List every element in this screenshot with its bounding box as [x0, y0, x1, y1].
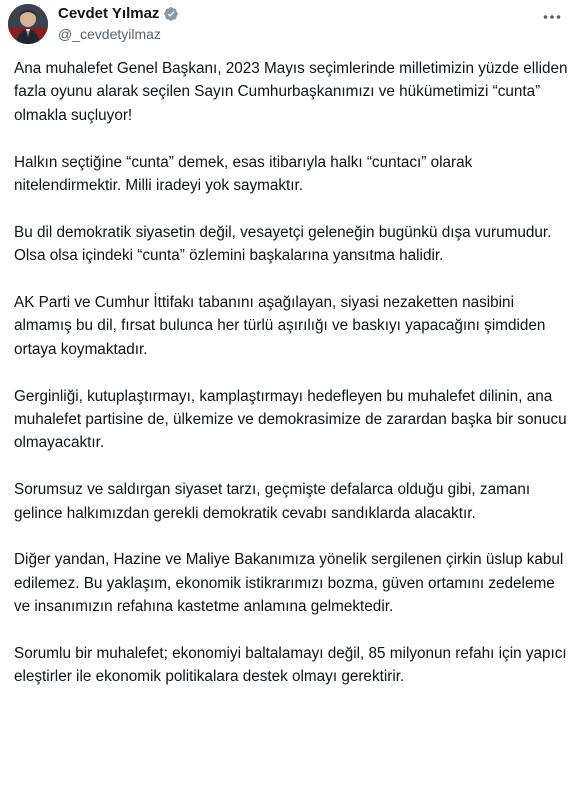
verified-badge-icon — [163, 6, 179, 22]
author-name-row — [58, 5, 179, 23]
author-avatar[interactable] — [8, 4, 48, 44]
more-options-icon — [543, 14, 561, 20]
tweet-text — [14, 57, 574, 712]
tweet-paragraph: Bu dil demokratik siyasetin değil, vesayetçi geleneğin bugünkü dışa vurumudur. Olsa olsa içindeki “cunta” özlemini başkalarına yansıtma halidir. — [14, 223, 552, 265]
tweet-paragraph: Diğer yandan, Hazine ve Maliye Bakanımıza yönelik sergilenen çirkin üslup kabul edilemez. Bu yaklaşım, ekonomik istikrarımızı bozma, güven ortamını zedeleme ve insanımızın refahına kastetme anlamına gelmektedir. — [14, 551, 564, 616]
tweet-paragraph: Halkın seçtiğine “cunta” demek, esas itibarıyla halkı “cuntacı” olarak nitelendirmektir. Milli iradeyi yok saymaktır. — [14, 153, 473, 195]
more-options-button[interactable] — [540, 8, 564, 26]
tweet-paragraph: Sorumsuz ve saldırgan siyaset tarzı, geçmişte defalarca olduğu gibi, zamanı gelince halkımızdan gerekli demokratik cevabı sandıklarda alacaktır. — [14, 481, 531, 522]
tweet-paragraph: Sorumlu bir muhalefet; ekonomiyi baltalamayı değil, 85 milyonun refahı için yapıcı eleştirler ile ekonomik politikalara destek olmayı gerektirir. — [14, 645, 567, 686]
tweet-paragraph: Ana muhalefet Genel Başkanı, 2023 Mayıs seçimlerinde milletimizin yüzde elliden fazla oyunu alarak seçilen Sayın Cumhurbaşkanımızı ve hükümetimizi “cunta” olmakla suçluyor! — [14, 60, 568, 124]
tweet-header — [0, 0, 580, 56]
author-display-name[interactable]: Cevdet Yılmaz — [58, 5, 160, 22]
tweet-paragraph: Gerginliği, kutuplaştırmayı, kamplaştırmayı hedefleyen bu muhalefet dilinin, ana muhalefet partisine de, ülkemize ve demokrasimize de zarardan başka bir sonucu olmayacaktır. — [14, 387, 567, 452]
tweet-paragraph: AK Parti ve Cumhur İttifakı tabanını aşağılayan, siyasi nezaketten nasibini almamış bu dil, fırsat bulunca her türlü aşırılığı ve baskıyı yapacağını şimdiden ortaya koymaktadır. — [14, 294, 546, 358]
author-handle[interactable]: @_cevdetyilmaz — [58, 26, 161, 42]
profile-photo — [8, 4, 48, 44]
